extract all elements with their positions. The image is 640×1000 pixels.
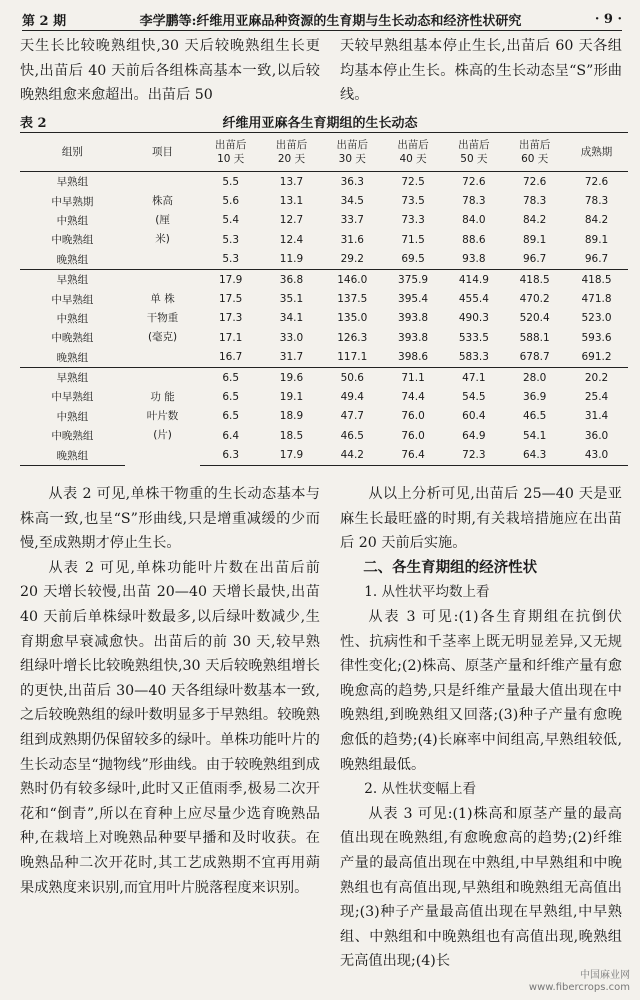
table-cell: 11.9 xyxy=(279,253,304,266)
row-group-name: 早熟组 xyxy=(20,172,125,192)
table-cell: 18.9 xyxy=(279,410,304,423)
table-cell: 583.3 xyxy=(458,351,489,364)
table-row xyxy=(20,211,628,230)
table-cell: 6.5 xyxy=(200,367,261,387)
table-cell: 36.3 xyxy=(322,172,383,192)
table-cell: 64.3 xyxy=(504,445,565,465)
table-cell: 54.5 xyxy=(462,390,486,403)
table-cell: 31.4 xyxy=(584,410,609,423)
col-header-60d: 出苗后 60 天 xyxy=(504,133,565,172)
table-cell: 5.5 xyxy=(200,172,261,192)
table-cell: 490.3 xyxy=(458,312,489,325)
table-cell: 84.0 xyxy=(462,214,486,227)
table-cell: 50.6 xyxy=(322,367,383,387)
table-cell: 35.1 xyxy=(279,293,304,306)
table-cell: 78.3 xyxy=(522,195,547,208)
table-cell: 678.7 xyxy=(519,351,550,364)
table-cell: 533.5 xyxy=(458,331,489,344)
table-row xyxy=(20,269,628,289)
table-cell: 135.0 xyxy=(337,312,368,325)
table-cell: 54.1 xyxy=(522,429,547,442)
bottom-left-column xyxy=(20,482,320,900)
table-cell: 393.8 xyxy=(398,331,429,344)
table-cell: 47.7 xyxy=(340,410,364,423)
table-cell: 520.4 xyxy=(519,312,550,325)
table-cell: 60.4 xyxy=(462,410,486,423)
table-cell: 17.9 xyxy=(200,269,261,289)
row-group-name: 晚熟组 xyxy=(56,253,89,266)
table-cell: 5.6 xyxy=(222,195,240,208)
top-left-paragraph xyxy=(20,34,320,108)
table-cell: 17.3 xyxy=(218,312,243,325)
table-cell: 12.7 xyxy=(279,214,304,227)
table-row xyxy=(20,387,628,406)
table-cell: 76.0 xyxy=(401,410,425,423)
table-cell: 28.0 xyxy=(504,367,565,387)
paragraph-text: 从以上分析可见,出苗后 25—40 天是亚麻生长最旺盛的时期,有关栽培措施应在出苗后 20 天前后实施。 xyxy=(340,486,622,552)
table-cell: 418.5 xyxy=(504,269,565,289)
row-group-name: 中早熟组 xyxy=(51,293,94,306)
table-cell: 84.2 xyxy=(584,214,609,227)
table-cell: 5.3 xyxy=(222,233,240,246)
table-cell: 146.0 xyxy=(322,269,383,289)
table-row xyxy=(20,309,628,328)
row-item-label: 株高 (厘 米) xyxy=(125,172,200,270)
table-cell: 93.8 xyxy=(462,253,486,266)
table-cell: 13.1 xyxy=(279,195,304,208)
table-cell: 74.4 xyxy=(401,390,425,403)
table-cell: 471.8 xyxy=(581,293,612,306)
table-cell: 16.7 xyxy=(218,351,243,364)
table-row xyxy=(20,445,628,465)
table-cell: 78.3 xyxy=(584,195,609,208)
paragraph-text: 天较早熟组基本停止生长,出苗后 60 天各组均基本停止生长。株高的生长动态呈“S”形曲线。 xyxy=(340,38,622,104)
table-cell: 36.8 xyxy=(261,269,322,289)
table-cell: 17.5 xyxy=(218,293,243,306)
bottom-right-column xyxy=(340,482,622,974)
row-item-label: 功 能 叶片数 (片) xyxy=(125,367,200,465)
top-right-paragraph xyxy=(340,34,622,108)
table-cell: 96.7 xyxy=(584,253,609,266)
col-header-item: 项目 xyxy=(125,133,200,172)
table-cell: 19.6 xyxy=(261,367,322,387)
table-cell: 691.2 xyxy=(581,351,612,364)
paragraph-text: 天生长比较晚熟组快,30 天后较晚熟组生长更快,出苗后 40 天前后各组株高基本一致,以后较晚熟组愈来愈超出。出苗后 50 xyxy=(20,38,320,104)
table-cell: 20.2 xyxy=(565,367,628,387)
paragraph-text: 从表 2 可见,单株功能叶片数在出苗后前 20 天增长较慢,出苗 20—40 天增长最快,出苗 40 天前后单株绿叶数最多,以后绿叶数减少,生育期愈早衰减愈快。出苗后的前 30 天,较早熟组绿叶增长比较晚熟组快,30 天后较晚熟组增长的更快,出苗后 30—40 天各组绿叶数基本一致,之后较晚熟组的绿叶数明显多于早熟组。较晚熟组到成熟期仍保留较多的绿叶。单株功能叶片的生长动态呈“抛物线”形曲线。由于较晚熟组到成熟时仍有较多绿叶,此时又正值雨季,极易二次开花和“倒青”,所以在育种上应尽量少选育晚熟品种,在栽培上对晚熟品种要早播和及时收获。在晚熟品种二次开花时,其工艺成熟期不宜再用蒴果成熟度来识别,而宜用叶片脱落程度来识别。 xyxy=(20,559,320,896)
row-group-name: 中晚熟组 xyxy=(51,430,94,443)
table-cell: 46.5 xyxy=(522,410,547,423)
table-cell: 84.2 xyxy=(522,214,547,227)
table-cell: 137.5 xyxy=(337,293,368,306)
row-group-name: 晚熟组 xyxy=(20,445,125,465)
table-cell: 5.4 xyxy=(222,214,240,227)
table-cell: 72.6 xyxy=(443,172,504,192)
table-cell: 72.6 xyxy=(565,172,628,192)
table-cell: 470.2 xyxy=(519,293,550,306)
table-cell: 593.6 xyxy=(581,331,612,344)
table-cell: 76.0 xyxy=(401,429,425,442)
table-cell: 12.4 xyxy=(279,233,304,246)
table-cell: 69.5 xyxy=(401,253,425,266)
growth-dynamics-table xyxy=(20,132,628,466)
table-row xyxy=(20,407,628,426)
table-cell: 523.0 xyxy=(581,312,612,325)
table-cell: 71.1 xyxy=(383,367,444,387)
table-cell: 31.7 xyxy=(279,351,304,364)
table-cell: 117.1 xyxy=(337,351,368,364)
table-row xyxy=(20,348,628,368)
paragraph-text: 从表 3 可见:(1)各生育期组在抗倒伏性、抗病性和千茎率上既无明显差异,又无规律性变化;(2)株高、原茎产量和纤维产量有愈晚愈高的趋势,只是纤维产量最大值出现在中晚熟组,到晚熟组又回落;(3)种子产量有愈晚愈低的趋势;(4)长麻率中间组高,早熟组较低,晚熟组最低。 xyxy=(340,608,622,773)
table-cell: 395.4 xyxy=(398,293,429,306)
running-title: 李学鹏等:纤维用亚麻品种资源的生育期与生长动态和经济性状研究 xyxy=(139,13,522,29)
row-group-name: 中早熟组 xyxy=(51,391,94,404)
table-cell: 34.5 xyxy=(340,195,364,208)
table-cell: 71.5 xyxy=(401,233,425,246)
table-cell: 25.4 xyxy=(584,390,609,403)
table-cell: 393.8 xyxy=(398,312,429,325)
table-body xyxy=(20,172,628,466)
table-number: 表 2 xyxy=(20,116,47,131)
table-cell: 34.1 xyxy=(279,312,304,325)
table-cell: 43.0 xyxy=(565,445,628,465)
row-group-name: 早熟组 xyxy=(20,269,125,289)
table-row xyxy=(20,230,628,249)
table-cell: 6.4 xyxy=(222,429,240,442)
table-cell: 64.9 xyxy=(462,429,486,442)
subsection-heading: 2. 从性状变幅上看 xyxy=(364,781,476,798)
table-cell: 73.5 xyxy=(401,195,425,208)
table-cell: 44.2 xyxy=(322,445,383,465)
table-cell: 6.5 xyxy=(222,390,240,403)
running-header xyxy=(22,8,622,31)
subsection-heading: 1. 从性状平均数上看 xyxy=(364,584,490,601)
table-row xyxy=(20,191,628,210)
issue-number: 第 2 期 xyxy=(22,13,67,29)
table-cell: 588.1 xyxy=(519,331,550,344)
table-header-row xyxy=(20,133,628,172)
table-cell: 29.2 xyxy=(340,253,364,266)
table-row xyxy=(20,172,628,192)
table-row xyxy=(20,289,628,308)
table-cell: 76.4 xyxy=(383,445,444,465)
row-item-label: 单 株 干物重 (毫克) xyxy=(125,269,200,367)
table-cell: 72.5 xyxy=(383,172,444,192)
table-cell: 17.9 xyxy=(261,445,322,465)
table-cell: 89.1 xyxy=(584,233,609,246)
row-group-name: 中熟组 xyxy=(56,312,89,325)
col-header-20d: 出苗后 20 天 xyxy=(261,133,322,172)
table-cell: 455.4 xyxy=(458,293,489,306)
table-title: 纤维用亚麻各生育期组的生长动态 xyxy=(222,116,418,131)
table-cell: 126.3 xyxy=(337,331,368,344)
site-watermark: 中国麻业网 www.fibercrops.com xyxy=(528,970,630,993)
table-cell: 36.0 xyxy=(584,429,609,442)
table-cell: 375.9 xyxy=(383,269,444,289)
table-cell: 49.4 xyxy=(340,390,364,403)
table-cell: 78.3 xyxy=(462,195,486,208)
row-group-name: 中早熟期 xyxy=(51,195,94,208)
col-header-group: 组别 xyxy=(20,133,125,172)
col-header-50d: 出苗后 50 天 xyxy=(443,133,504,172)
table-cell: 17.1 xyxy=(218,331,243,344)
col-header-30d: 出苗后 30 天 xyxy=(322,133,383,172)
section-heading: 二、各生育期组的经济性状 xyxy=(363,558,538,576)
table-cell: 18.5 xyxy=(279,429,304,442)
table-cell: 47.1 xyxy=(443,367,504,387)
table-row xyxy=(20,250,628,270)
paragraph-text: 从表 2 可见,单株干物重的生长动态基本与株高一致,也呈“S”形曲线,只是增重减缓的少而慢,至成熟期才停止生长。 xyxy=(20,486,320,552)
row-group-name: 晚熟组 xyxy=(56,351,89,364)
table-row xyxy=(20,426,628,445)
table-row xyxy=(20,328,628,347)
table-cell: 46.5 xyxy=(340,429,364,442)
page-number: · 9 · xyxy=(594,11,622,27)
row-group-name: 早熟组 xyxy=(20,367,125,387)
table-cell: 72.3 xyxy=(443,445,504,465)
row-group-name: 中熟组 xyxy=(56,214,89,227)
table-cell: 73.3 xyxy=(401,214,425,227)
col-header-mature: 成熟期 xyxy=(565,133,628,172)
row-group-name: 中晚熟组 xyxy=(51,234,94,247)
table-cell: 6.3 xyxy=(200,445,261,465)
table-cell: 13.7 xyxy=(261,172,322,192)
table-cell: 96.7 xyxy=(522,253,547,266)
table-cell: 36.9 xyxy=(522,390,547,403)
table-cell: 19.1 xyxy=(279,390,304,403)
paragraph-text: 从表 3 可见:(1)株高和原茎产量的最高值出现在晚熟组,有愈晚愈高的趋势;(2)纤维产量的最高值出现在中熟组,中早熟组和中晚熟组也有高值出现,早熟组和晚熟组无高值出现;(3)种子产量最高值出现在早熟组,中早熟组、中熟组和中晚熟组也有高值出现,晚熟组无高值出现;(4)长 xyxy=(340,805,622,970)
table-cell: 72.6 xyxy=(504,172,565,192)
table-cell: 418.5 xyxy=(565,269,628,289)
table-row xyxy=(20,367,628,387)
table-cell: 33.7 xyxy=(340,214,364,227)
table-cell: 5.3 xyxy=(222,253,240,266)
table-cell: 6.5 xyxy=(222,410,240,423)
table-caption xyxy=(20,112,620,130)
table-cell: 31.6 xyxy=(340,233,364,246)
table-cell: 398.6 xyxy=(398,351,429,364)
table-cell: 414.9 xyxy=(443,269,504,289)
row-group-name: 中晚熟组 xyxy=(51,332,94,345)
table-cell: 88.6 xyxy=(462,233,486,246)
col-header-40d: 出苗后 40 天 xyxy=(383,133,444,172)
table-cell: 33.0 xyxy=(279,331,304,344)
col-header-10d: 出苗后 10 天 xyxy=(200,133,261,172)
row-group-name: 中熟组 xyxy=(56,410,89,423)
table-cell: 89.1 xyxy=(522,233,547,246)
